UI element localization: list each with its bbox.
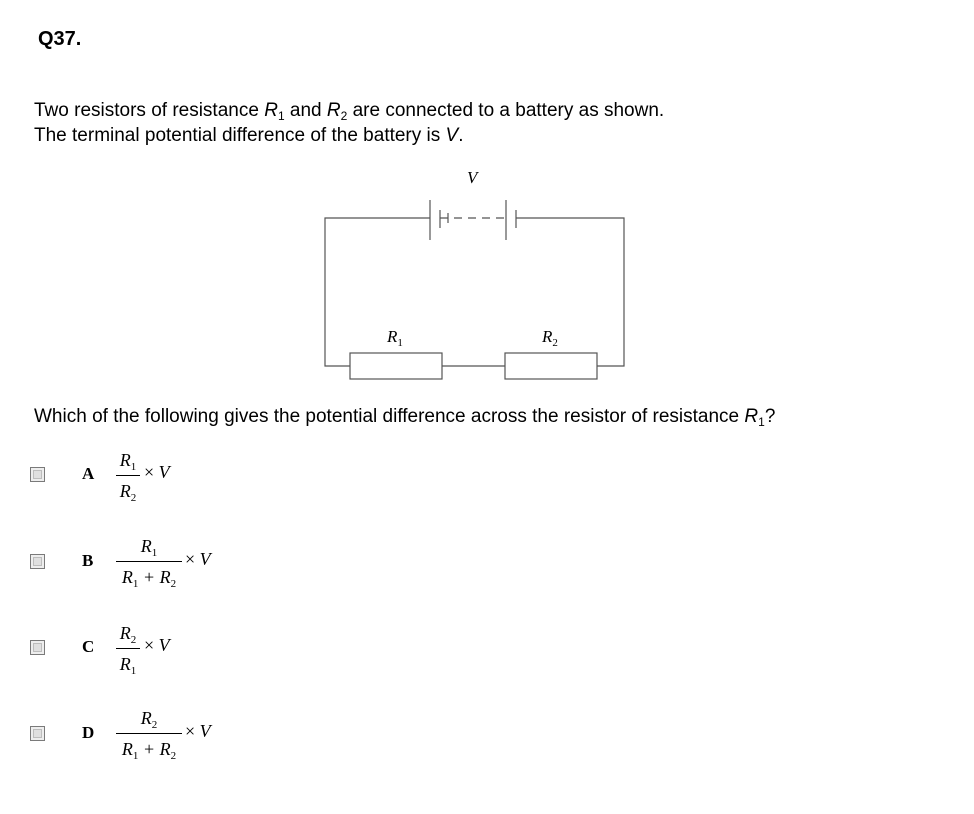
option-b[interactable] <box>30 536 290 596</box>
option-d-numerator: $R_2$ <box>140 708 158 731</box>
option-a-denominator: $R_2$ <box>119 481 137 504</box>
option-d[interactable] <box>30 708 290 768</box>
option-d-letter: D <box>82 723 95 742</box>
option-d-denominator: $R_1 + R_2$ <box>121 739 177 762</box>
option-a-checkbox[interactable] <box>30 467 45 482</box>
option-a-numerator: $R_1$ <box>119 450 137 473</box>
option-b-checkbox[interactable] <box>30 554 45 569</box>
question-number: Q37. <box>38 28 82 50</box>
question-stem-line-1: Two resistors of resistance $R_1$ and $R_2$ are connected to a battery as shown. <box>34 100 665 123</box>
option-c-letter: C <box>82 637 95 656</box>
option-a-fraction-bar <box>116 475 140 476</box>
option-a-letter: A <box>82 464 95 483</box>
option-b-numerator: $R_1$ <box>140 536 158 559</box>
option-c[interactable] <box>30 623 290 683</box>
option-a-multiplier: × V <box>144 462 170 482</box>
option-c-checkbox[interactable] <box>30 640 45 655</box>
option-b-fraction-bar <box>116 561 182 562</box>
option-c-numerator: $R_2$ <box>119 623 137 646</box>
option-b-letter: B <box>82 551 94 570</box>
r2-label: $R_2$ <box>542 327 558 349</box>
option-c-multiplier: × V <box>144 635 170 655</box>
option-a[interactable] <box>30 450 290 510</box>
option-c-fraction-bar <box>116 648 140 649</box>
option-b-denominator: $R_1 + R_2$ <box>121 567 177 590</box>
resistor-r1 <box>350 353 442 379</box>
r1-label: $R_1$ <box>387 327 403 349</box>
option-d-checkbox[interactable] <box>30 726 45 741</box>
question-prompt: Which of the following gives the potential difference across the resistor of resistance $R_1$? <box>34 406 776 429</box>
battery-symbol <box>430 200 516 240</box>
wire-left <box>325 218 430 366</box>
battery-label: V <box>467 168 478 187</box>
option-d-fraction-bar <box>116 733 182 734</box>
option-c-denominator: $R_1$ <box>119 654 137 677</box>
option-b-multiplier: × V <box>185 549 211 569</box>
resistor-r2 <box>505 353 597 379</box>
question-stem-line-2: The terminal potential difference of the battery is V. <box>34 125 464 146</box>
option-d-multiplier: × V <box>185 721 211 741</box>
wire-right <box>516 218 624 366</box>
